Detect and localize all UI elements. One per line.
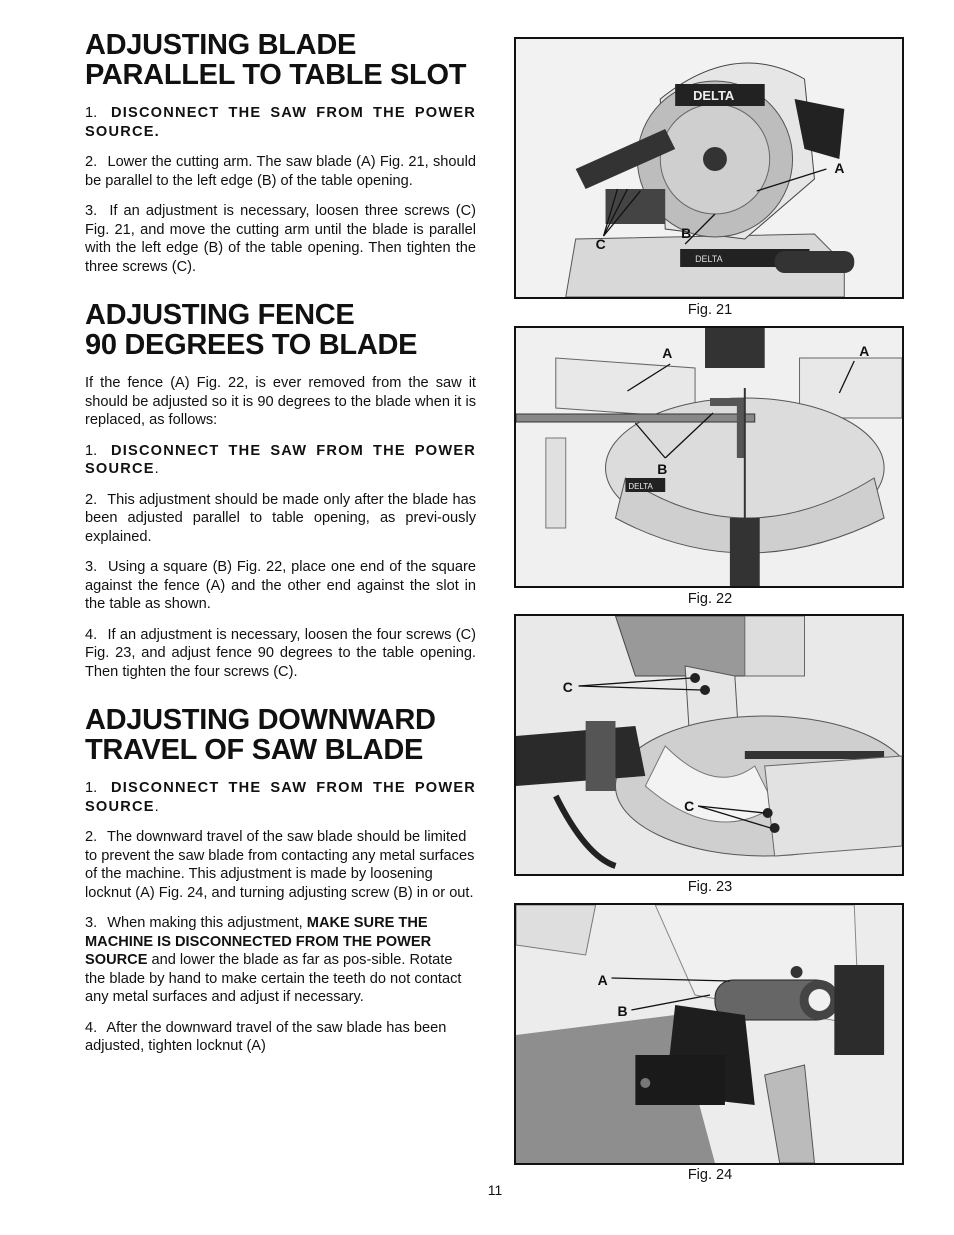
figure-22-photo <box>514 326 904 588</box>
figure-24-photo <box>514 903 904 1165</box>
step-2: 2. This adjustment should be made only after the blade has been adjusted parallel to table opening, as previ-ously explained. <box>85 491 476 545</box>
table-brand-label: DELTA <box>628 481 653 492</box>
callout-b: B <box>617 1002 628 1020</box>
section-downward-travel <box>85 705 476 1056</box>
callout-c-top: C <box>562 678 573 696</box>
step-1: 1. DISCONNECT THE SAW FROM THE POWER SOURCE. <box>85 442 476 477</box>
callout-a-left: A <box>662 344 673 362</box>
callout-b: B <box>681 224 692 242</box>
step-2: 2. The downward travel of the saw blade should be limited to prevent the saw blade from contacting any metal surfaces of the machine. This adjustment is made by loosening locknut (A) Fig. 24, and turning adjusting screw (B) in or out. <box>85 829 475 901</box>
callout-a: A <box>834 159 845 177</box>
callout-b: B <box>657 460 668 478</box>
section-heading: ADJUSTING DOWNWARD TRAVEL OF SAW BLADE <box>85 704 436 766</box>
section-fence-90 <box>85 300 476 681</box>
figure-21-caption: Fig. 21 <box>687 302 733 318</box>
step-4: 4. If an adjustment is necessary, loosen the four screws (C) Fig. 23, and adjust fence 90 degrees to the table opening. Then tighten the four screws (C). <box>85 626 476 680</box>
figure-21-illustration <box>516 39 902 297</box>
step-3: 3. When making this adjustment, MAKE SURE THE MACHINE IS DISCONNECTED FROM THE POWER SOURCE and lower the blade as far as pos-sible. Rotate the blade by hand to make certain the teeth do not contact any metal surfaces and adjust if necessary. <box>85 915 462 1005</box>
section-heading: ADJUSTING BLADE PARALLEL TO TABLE SLOT <box>85 29 467 91</box>
text-column <box>85 30 476 1068</box>
step-2: 2. Lower the cutting arm. The saw blade (A) Fig. 21, should be parallel to the left edge (B) of the table opening. <box>85 154 476 189</box>
callout-a-right: A <box>859 342 870 360</box>
figure-23-caption: Fig. 23 <box>687 879 733 895</box>
step-3: 3. If an adjustment is necessary, loosen three screws (C) Fig. 21, and move the cutting arm until the blade is parallel with the left edge (B) of the table opening. Then tighten the three screws (C). <box>85 203 477 275</box>
section-heading: ADJUSTING FENCE 90 DEGREES TO BLADE <box>85 299 418 361</box>
step-3: 3. Using a square (B) Fig. 22, place one end of the square against the fence (A) and the other end against the slot in the table as shown. <box>85 559 476 612</box>
callout-c: C <box>595 235 606 253</box>
figure-24-caption: Fig. 24 <box>687 1167 733 1183</box>
step-1: 1. DISCONNECT THE SAW FROM THE POWER SOURCE. <box>85 105 476 140</box>
page-number: 11 <box>487 1182 503 1198</box>
guard-brand-label: DELTA <box>693 87 735 104</box>
figure-24-illustration <box>516 905 902 1163</box>
callout-c-bottom: C <box>684 797 695 815</box>
step-4: 4. After the downward travel of the saw blade has been adjusted, tighten locknut (A) <box>85 1019 447 1054</box>
figure-22-illustration <box>516 328 902 586</box>
callout-a: A <box>597 971 608 989</box>
figure-23-illustration <box>516 616 902 874</box>
figure-22-caption: Fig. 22 <box>687 591 733 607</box>
intro-paragraph: If the fence (A) Fig. 22, is ever removed from the saw it should be adjusted so it is 90 degrees to the blade when it is replaced, as follows: <box>85 375 476 428</box>
figure-23-photo <box>514 614 904 876</box>
section-blade-parallel <box>85 30 476 276</box>
step-1: 1. DISCONNECT THE SAW FROM THE POWER SOURCE. <box>85 780 476 815</box>
base-brand-label: DELTA <box>695 253 723 265</box>
figure-21-photo <box>514 37 904 299</box>
